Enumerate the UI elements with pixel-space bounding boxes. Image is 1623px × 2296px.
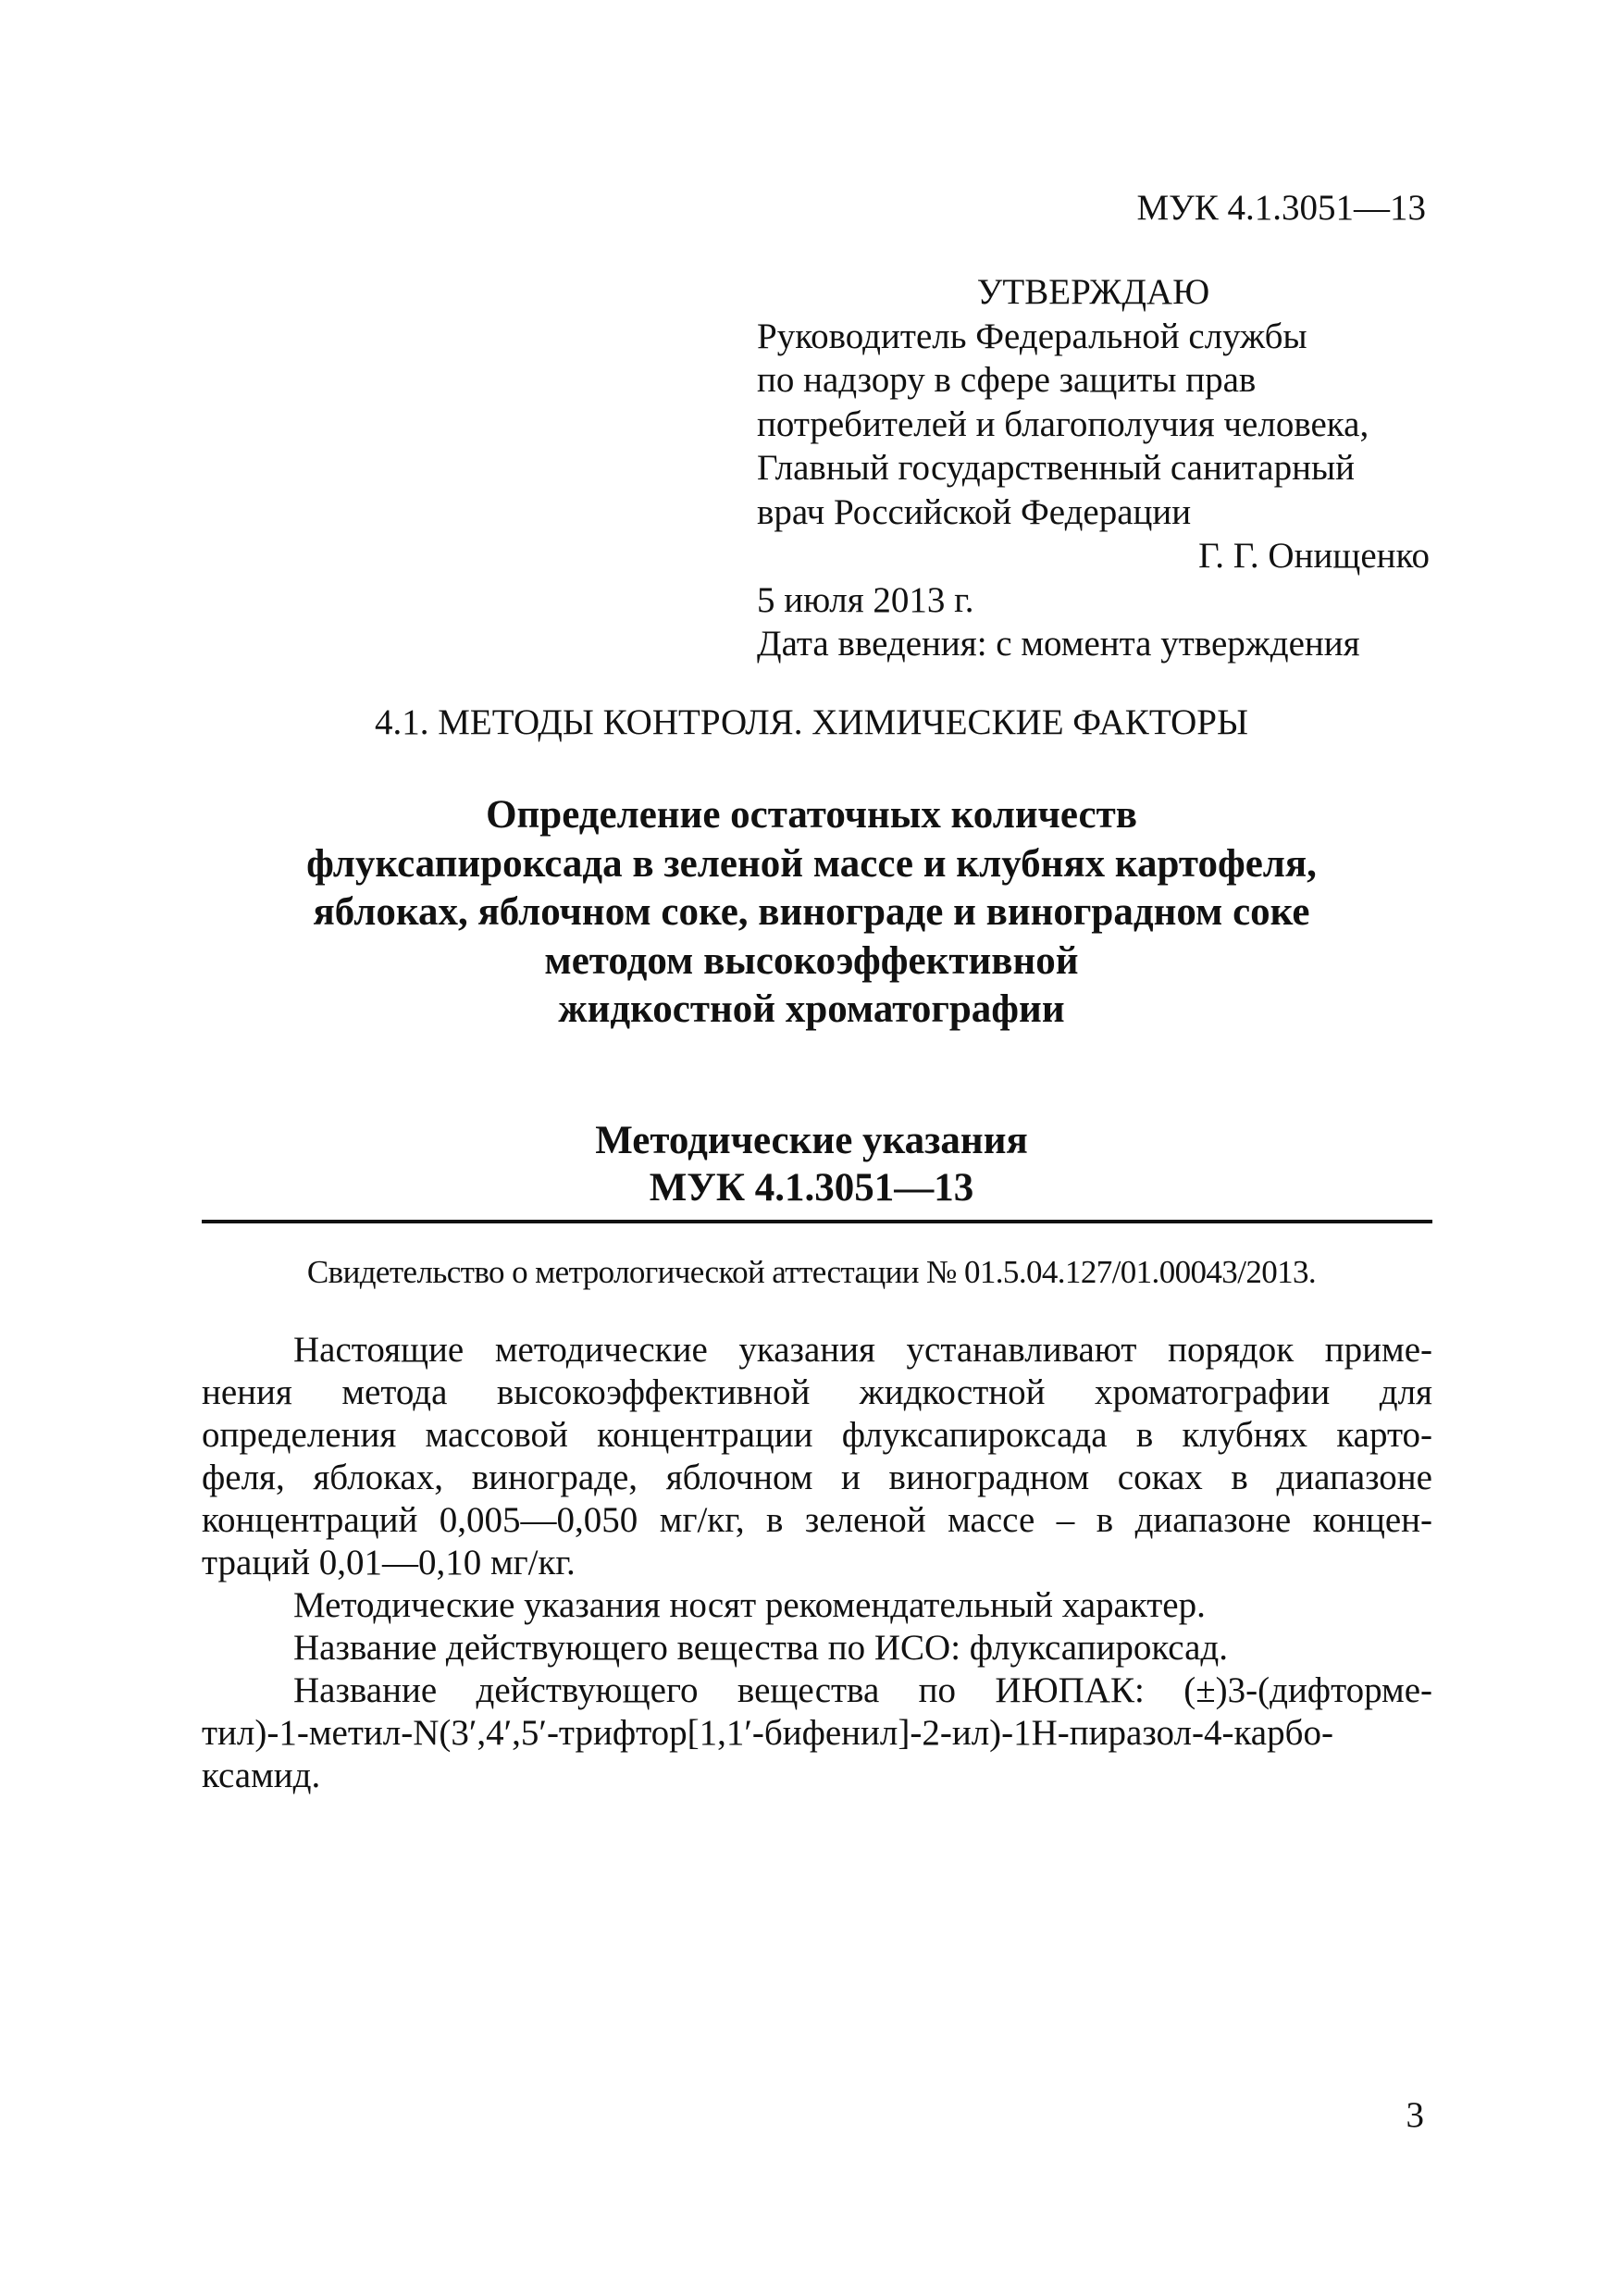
approval-line: Руководитель Федеральной службы	[757, 316, 1307, 356]
subtitle-kind: Методические указания	[595, 1119, 1028, 1162]
title-line: флуксапироксада в зеленой массе и клубнях картофеля,	[306, 841, 1317, 886]
document-code: МУК 4.1.3051—13	[1136, 188, 1426, 228]
body-text	[202, 1329, 1432, 1797]
paragraph-line: тил)-1-метил-N(3′,4′,5′-трифтор[1,1′-бифенил]-2-ил)-1Н-пиразол-4-карбо-	[202, 1713, 1333, 1753]
page-number: 3	[1406, 2095, 1424, 2135]
paragraph-line: концентраций 0,005—0,050 мг/кг, в зеленой массе – в диапазоне концен-	[202, 1500, 1432, 1540]
approval-line: потребителей и благополучия человека,	[757, 403, 1369, 444]
title-line: методом высокоэффективной	[544, 938, 1079, 983]
paragraph-line: Настоящие методические указания устанавливают порядок приме-	[293, 1330, 1432, 1370]
paragraph-line: траций 0,01—0,10 мг/кг.	[202, 1543, 576, 1582]
approval-line: по надзору в сфере защиты прав	[757, 360, 1257, 400]
document-title	[0, 791, 1623, 1035]
paragraph-line: нения метода высокоэффективной жидкостной хроматографии для	[202, 1372, 1432, 1412]
subtitle-code: МУК 4.1.3051—13	[649, 1166, 974, 1210]
title-line: жидкостной хроматографии	[558, 987, 1065, 1031]
title-line: Определение остаточных количеств	[486, 793, 1137, 837]
paragraph-line: Методические указания носят рекомендательный характер.	[293, 1585, 1206, 1625]
approval-line: врач Российской Федерации	[757, 491, 1192, 532]
paragraph-line: определения массовой концентрации флуксапироксада в клубнях карто-	[202, 1415, 1432, 1455]
document-subtitle	[0, 1117, 1623, 1211]
effective-date: Дата введения: с момента утверждения	[757, 624, 1360, 664]
approval-line: Главный государственный санитарный	[757, 448, 1356, 488]
approval-date: 5 июля 2013 г.	[757, 579, 974, 620]
paragraph-line: феля, яблоках, винограде, яблочном и виноградном соках в диапазоне	[202, 1458, 1432, 1497]
paragraph-line: ксамид.	[202, 1756, 321, 1795]
section-heading: 4.1. МЕТОДЫ КОНТРОЛЯ. ХИМИЧЕСКИЕ ФАКТОРЫ	[375, 702, 1248, 742]
paragraph-line: Название действующего вещества по ИСО: флуксапироксад.	[293, 1628, 1229, 1668]
certificate-note: Свидетельство о метрологической аттестации № 01.5.04.127/01.00043/2013.	[306, 1254, 1317, 1290]
approval-title: УТВЕРЖДАЮ	[976, 272, 1210, 312]
signatory-name: Г. Г. Онищенко	[1198, 536, 1430, 576]
title-line: яблоках, яблочном соке, винограде и виноградном соке	[313, 890, 1310, 934]
paragraph-line: Название действующего вещества по ИЮПАК: (±)3-(дифторме-	[293, 1670, 1432, 1710]
horizontal-rule	[202, 1220, 1432, 1223]
approval-block	[757, 270, 1430, 666]
